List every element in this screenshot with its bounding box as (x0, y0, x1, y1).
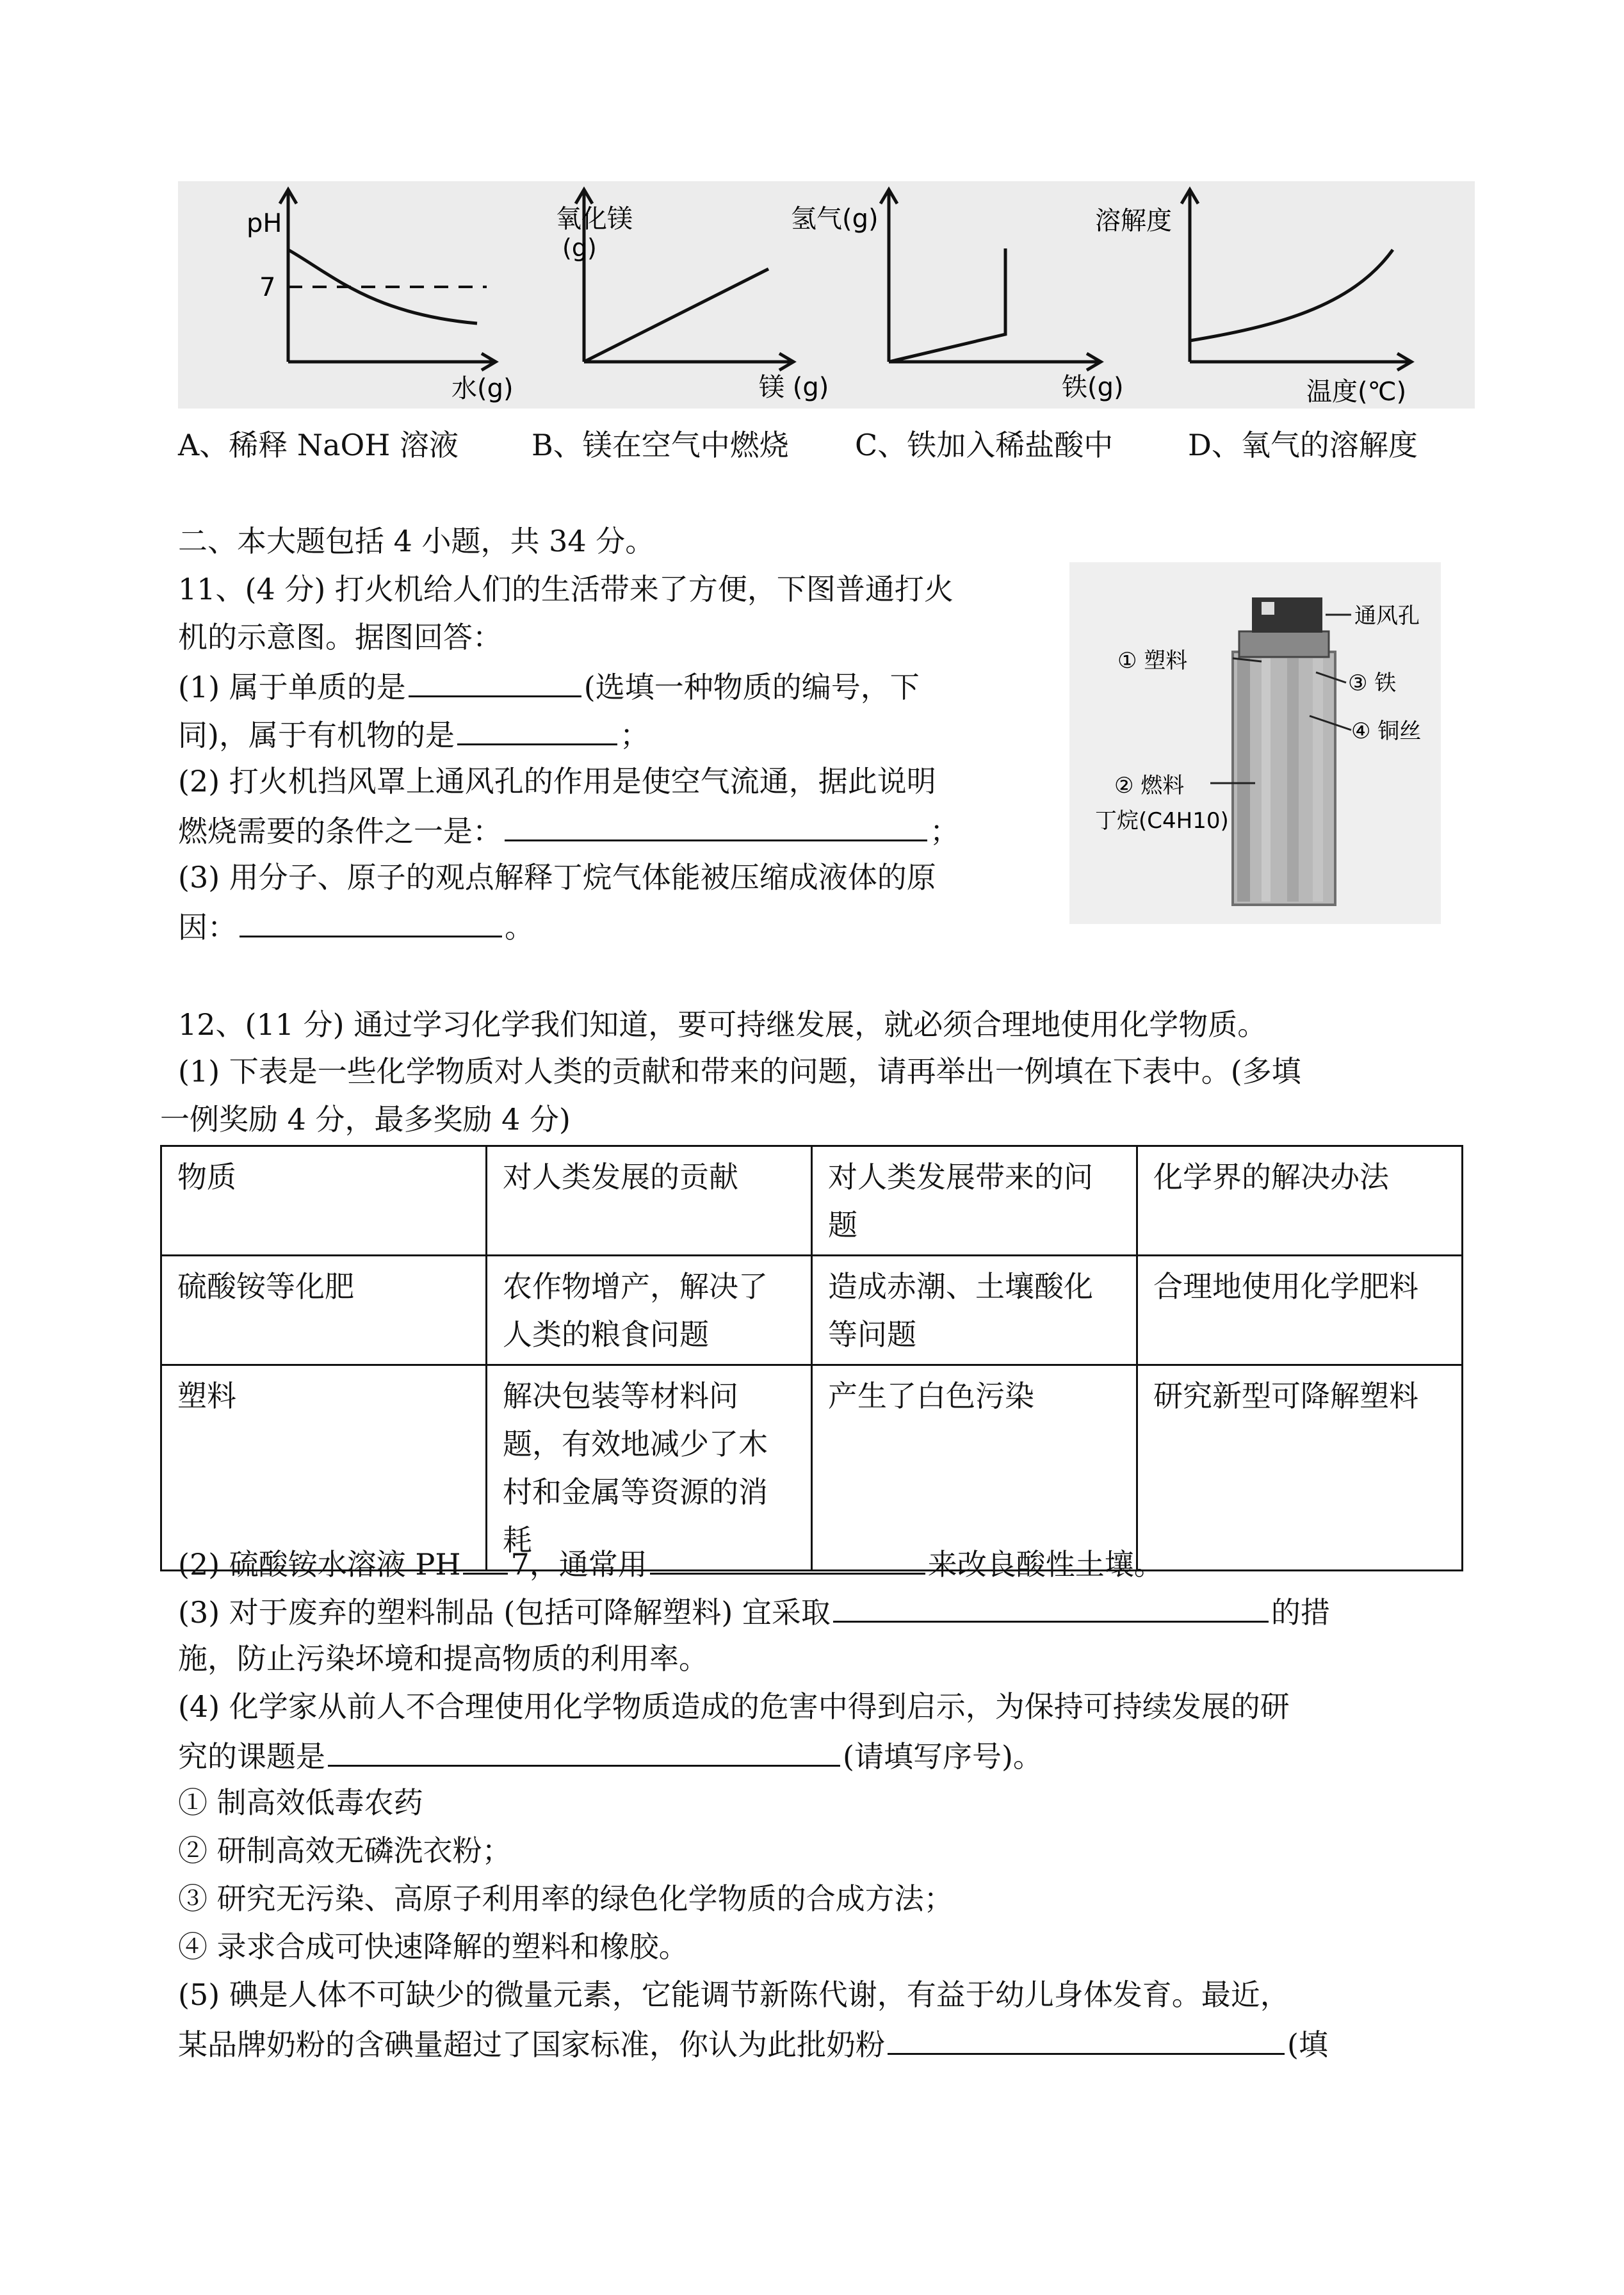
table-cell: 硫酸铵等化肥 (161, 1256, 487, 1365)
q12-line2: (1) 下表是一些化学物质对人类的贡献和带来的问题，请再举出一例填在下表中。(多填 (178, 1054, 1301, 1089)
q12-measure-answer-blank[interactable] (833, 1591, 1269, 1623)
q12-part2-text: (2) 硫酸铵水溶液 PH (178, 1547, 461, 1582)
q11-line1: 11、(4 分) 打火机给人们的生活带来了方便，下图普通打火 (178, 572, 954, 606)
section-heading: 二、本大题包括 4 小题，共 34 分。 (178, 524, 655, 558)
q12-line1: 12、(11 分) 通过学习化学我们知道，要可持继发展，就必须合理地使用化学物质。 (178, 1007, 1267, 1042)
table-header: 物质 (161, 1146, 487, 1256)
graph-a-ref-tick: 7 (259, 273, 276, 302)
q12-soil-answer-blank[interactable] (650, 1543, 925, 1575)
table-header: 对人类发展的贡献 (487, 1146, 812, 1256)
graph-b-x-label: 镁 (g) (759, 373, 829, 402)
table-row (161, 1365, 1463, 1571)
q11-part1 (178, 666, 920, 706)
lighter-label-copper: ④ 铜丝 (1351, 718, 1422, 744)
q11-part3-cont-text: 因： (178, 910, 237, 945)
lighter-figure-drawing (1069, 562, 1441, 924)
q12-part3-text: (3) 对于废弃的塑料制品 (包括可降解塑料) 宜采取 (178, 1595, 831, 1630)
q11-organic-answer-blank[interactable] (457, 714, 617, 745)
graph-c-caption: C、铁加入稀盐酸中 (855, 428, 1114, 462)
table-cell: 塑料 (161, 1365, 487, 1571)
q11-part1-cont (178, 714, 649, 754)
graph-b-caption: B、镁在空气中燃烧 (532, 428, 789, 462)
q11-line2: 机的示意图。据图回答： (178, 620, 502, 654)
q12-part3-cont: 施，防止污染坏境和提高物质的利用率。 (178, 1641, 708, 1676)
q11-element-answer-blank[interactable] (409, 666, 581, 697)
graph-a-x-label: 水(g) (451, 374, 514, 403)
chemicals-table (160, 1145, 1463, 1571)
table-cell: 造成赤潮、土壤酸化等问题 (812, 1256, 1137, 1365)
q11-part3-cont (178, 906, 534, 946)
table-cell: 合理地使用化学肥料 (1137, 1256, 1463, 1365)
lighter-label-fuel: ② 燃料 (1114, 773, 1185, 799)
lighter-label-iron: ③ 铁 (1348, 670, 1397, 696)
graph-b-y-unit: (g) (562, 234, 597, 262)
lighter-label-butane: 丁烷(C4H10) (1095, 808, 1229, 834)
table-row (161, 1256, 1463, 1365)
q12-milk-answer-blank[interactable] (888, 2023, 1285, 2055)
option-item: ② 研制高效无磷洗衣粉； (178, 1833, 512, 1868)
option-item: ③ 研究无污染、高原子利用率的绿色化学物质的合成方法； (178, 1881, 954, 1916)
q11-part2-cont (178, 810, 959, 850)
graphs-figure (0, 0, 1624, 448)
q12-part5: (5) 碘是人体不可缺少的微量元素，它能调节新陈代谢，有益于幼儿身体发育。最近， (178, 1977, 1290, 2012)
graph-a-y-label: pH (247, 209, 282, 238)
option-item: ④ 录求合成可快速降解的塑料和橡胶。 (178, 1929, 688, 1964)
q12-part4: (4) 化学家从前人不合理使用化学物质造成的危害中得到启示，为保持可持续发展的研 (178, 1689, 1290, 1724)
q11-part3-end: 。 (505, 910, 534, 945)
q11-part1-note: (选填一种物质的编号，下 (583, 670, 920, 704)
q12-part3 (178, 1591, 1330, 1632)
q11-part1-cont-text: 同)，属于有机物的是 (178, 718, 455, 752)
q11-part1-text: (1) 属于单质的是 (178, 670, 406, 704)
q11-part2-end: ； (930, 814, 959, 848)
graph-c-y-label: 氢气(g) (791, 204, 879, 234)
q12-line3: 一例奖励 4 分，最多奖励 4 分) (160, 1102, 571, 1137)
q11-part1-end: ； (619, 718, 649, 752)
q11-part2: (2) 打火机挡风罩上通风孔的作用是使空气流通，据此说明 (178, 764, 936, 799)
q12-part4-cont (178, 1735, 1043, 1776)
table-cell: 解决包装等材料问题，有效地减少了木村和金属等资源的消耗 (487, 1365, 812, 1571)
table-cell: 研究新型可降解塑料 (1137, 1365, 1463, 1571)
q12-part3-end: 的措 (1271, 1595, 1330, 1630)
q12-part4-end: (请填写序号)。 (843, 1739, 1043, 1774)
q12-topic-answer-blank[interactable] (328, 1735, 840, 1767)
q12-part2-end: 来改良酸性土壤。 (927, 1547, 1164, 1582)
table-cell: 农作物增产，解决了人类的粮食问题 (487, 1256, 812, 1365)
table-header: 化学界的解决办法 (1137, 1146, 1463, 1256)
lighter-label-plastic: ① 塑料 (1117, 648, 1188, 674)
graph-b-y-label: 氧化镁 (556, 204, 633, 234)
q12-part2 (178, 1543, 1164, 1584)
q12-part5-cont-text: 某品牌奶粉的含碘量超过了国家标准，你认为此批奶粉 (178, 2027, 885, 2062)
table-header-row (161, 1146, 1463, 1256)
q12-ph-answer-blank[interactable] (463, 1543, 508, 1575)
q12-part5-end: (填 (1287, 2027, 1328, 2062)
graph-d-x-label: 温度(℃) (1306, 377, 1407, 407)
table-header: 对人类发展带来的问题 (812, 1146, 1137, 1256)
graph-a-caption: A、稀释 NaOH 溶液 (178, 428, 459, 462)
q12-part2-mid: 7，通常用 (510, 1547, 647, 1582)
graph-d-caption: D、氧气的溶解度 (1188, 428, 1418, 462)
graph-c-x-label: 铁(g) (1062, 373, 1124, 402)
q11-explanation-answer-blank[interactable] (240, 906, 502, 937)
q11-condition-answer-blank[interactable] (505, 810, 927, 841)
q12-part4-cont-text: 究的课题是 (178, 1739, 325, 1774)
table-cell: 产生了白色污染 (812, 1365, 1137, 1571)
lighter-label-vent: 通风孔 (1354, 603, 1420, 629)
option-item: ① 制高效低毒农药 (178, 1785, 423, 1820)
q11-part2-cont-text: 燃烧需要的条件之一是： (178, 814, 502, 848)
q11-part3: (3) 用分子、原子的观点解释丁烷气体能被压缩成液体的原 (178, 860, 936, 895)
graph-d-y-label: 溶解度 (1095, 206, 1172, 236)
q12-part5-cont (178, 2023, 1328, 2064)
